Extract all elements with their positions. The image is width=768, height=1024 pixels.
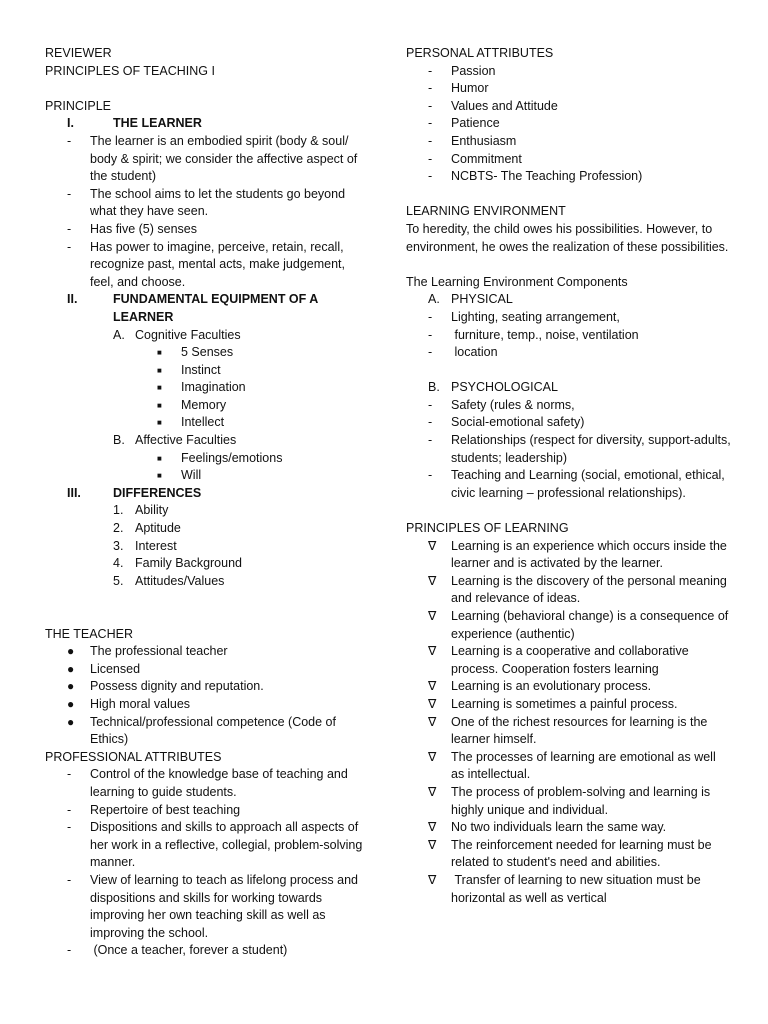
list-item: - Commitment: [428, 151, 522, 166]
square-bullet-icon: ■: [157, 418, 162, 428]
equipment-heading: [45, 291, 365, 326]
list-item: - NCBTS- The Teaching Profession): [428, 169, 643, 184]
list-item: ● Technical/professional competence (Code of Ethics): [67, 714, 336, 747]
nabla-bullet-icon: ∇: [428, 644, 437, 659]
doc-subject: PRINCIPLES OF TEACHING I: [45, 63, 215, 78]
roman-numeral: I.: [67, 116, 74, 131]
cognitive-faculties: A. Cognitive Faculties: [113, 327, 241, 342]
environment-heading: LEARNING ENVIRONMENT: [406, 204, 566, 219]
nabla-bullet-icon: ∇: [428, 714, 437, 729]
psychological-heading: B. PSYCHOLOGICAL: [428, 380, 558, 395]
list-item: ■ Intellect: [45, 414, 365, 432]
list-item: - Patience: [428, 116, 500, 131]
principles-of-learning-heading: PRINCIPLES OF LEARNING: [406, 521, 569, 536]
bullet-icon: ●: [67, 714, 75, 729]
list-item: ■ Feelings/emotions: [45, 450, 365, 468]
list-item: ∇ The process of problem-solving and learning is highly unique and individual.: [428, 784, 711, 817]
list-item: ■ Will: [45, 467, 365, 485]
list-item: ∇ The reinforcement needed for learning must be related to student's need and abilities.: [428, 837, 712, 870]
list-item: - Passion: [428, 63, 496, 78]
list-item: - Humor: [428, 81, 489, 96]
nabla-bullet-icon: ∇: [428, 679, 437, 694]
nabla-bullet-icon: ∇: [428, 609, 437, 623]
learner-heading: [45, 115, 365, 133]
list-item: ∇ Learning is sometimes a painful process.: [406, 696, 731, 714]
teacher-heading: THE TEACHER: [45, 626, 133, 641]
list-item: - Social-emotional safety): [428, 415, 585, 430]
bullet-icon: ●: [67, 661, 75, 676]
nabla-bullet-icon: ∇: [428, 696, 437, 711]
left-column: [45, 45, 365, 960]
nabla-bullet-icon: ∇: [428, 538, 437, 553]
personal-heading: PERSONAL ATTRIBUTES: [406, 46, 554, 60]
list-item: 4. Family Background: [113, 556, 242, 571]
list-item: - The school aims to let the students go beyond what they have seen.: [67, 186, 346, 219]
list-item: ■ Imagination: [45, 379, 365, 397]
list-item: ∇ Learning is an experience which occurs inside the learner and is activated by the learner.: [428, 538, 727, 571]
list-item: - Teaching and Learning (social, emotional, ethical, civic learning – professional relationships).: [428, 468, 725, 500]
square-bullet-icon: ■: [157, 453, 162, 463]
list-item: - Has power to imagine, perceive, retain, recall, recognize past, mental acts, make judgement, feel, and choose.: [67, 239, 345, 289]
right-column: [406, 45, 731, 907]
list-item: - Control of the knowledge base of teaching and learning to guide students.: [67, 767, 348, 799]
nabla-bullet-icon: ∇: [428, 749, 437, 764]
bullet-icon: ●: [67, 696, 75, 711]
environment-text: To heredity, the child owes his possibilities. However, to environment, he owes the realization of these possibilities.: [406, 221, 729, 254]
list-item: ■ Instinct: [45, 362, 365, 380]
heading-text: FUNDAMENTAL EQUIPMENT OF A LEARNER: [113, 292, 318, 324]
list-item: ■ 5 Senses: [45, 344, 365, 362]
nabla-bullet-icon: ∇: [428, 820, 437, 835]
nabla-bullet-icon: ∇: [428, 784, 437, 799]
roman-numeral: II.: [67, 292, 78, 307]
square-bullet-icon: ■: [157, 365, 162, 375]
list-item: - Lighting, seating arrangement,: [428, 309, 620, 324]
differences-heading: [45, 485, 365, 503]
professional-heading: PROFESSIONAL ATTRIBUTES: [45, 749, 222, 764]
list-item: ■ Memory: [45, 397, 365, 415]
list-item: - Relationships (respect for diversity, support-adults, students; leadership): [428, 433, 731, 465]
bullet-icon: ●: [67, 644, 75, 659]
list-item: ∇ Learning (behavioral change) is a consequence of experience (authentic): [428, 609, 729, 641]
list-item: - location: [428, 345, 498, 360]
list-item: ∇ The processes of learning are emotional as well as intellectual.: [428, 749, 716, 782]
heading-text: DIFFERENCES: [113, 485, 202, 500]
list-item: - The learner is an embodied spirit (body & soul/ body & spirit; we consider the affective aspect of the student): [67, 133, 358, 184]
list-item: - Dispositions and skills to approach all aspects of her work in a reflective, collegial, problem-solving manner.: [67, 820, 363, 870]
list-item: 5. Attitudes/Values: [113, 573, 225, 588]
principle-label: PRINCIPLE: [45, 98, 111, 113]
list-item: ∇ One of the richest resources for learning is the learner himself.: [428, 714, 708, 747]
components-heading: The Learning Environment Components: [406, 274, 628, 289]
list-item: ● High moral values: [45, 696, 365, 714]
doc-label: REVIEWER: [45, 46, 112, 60]
square-bullet-icon: ■: [157, 348, 162, 358]
list-item: - View of learning to teach as lifelong process and dispositions and skills for working towards improving her own teaching skill as well as improving the school.: [67, 872, 358, 940]
heading-text: THE LEARNER: [113, 116, 202, 131]
list-item: ∇ No two individuals learn the same way.: [406, 819, 731, 837]
list-item: ● Licensed: [45, 661, 365, 679]
list-item: - furniture, temp., noise, ventilation: [428, 327, 639, 342]
list-item: ● The professional teacher: [45, 643, 365, 661]
list-item: ∇ Transfer of learning to new situation must be horizontal as well as vertical: [428, 872, 705, 905]
nabla-bullet-icon: ∇: [428, 872, 437, 887]
list-item: ∇ Learning is a cooperative and collaborative process. Cooperation fosters learning: [428, 644, 689, 676]
list-item: - Has five (5) senses: [67, 221, 197, 236]
nabla-bullet-icon: ∇: [428, 573, 437, 588]
list-item: 3. Interest: [113, 538, 177, 553]
list-item: 2. Aptitude: [113, 521, 181, 536]
physical-heading: A. PHYSICAL: [428, 292, 513, 307]
square-bullet-icon: ■: [157, 383, 162, 393]
square-bullet-icon: ■: [157, 471, 162, 481]
list-item: - (Once a teacher, forever a student): [67, 943, 288, 958]
affective-faculties: B. Affective Faculties: [113, 433, 237, 448]
list-item: 1. Ability: [113, 503, 169, 518]
roman-numeral: III.: [67, 485, 81, 500]
list-item: ∇ Learning is the discovery of the personal meaning and relevance of ideas.: [428, 573, 727, 606]
list-item: ∇ Learning is an evolutionary process.: [406, 678, 731, 696]
bullet-icon: ●: [67, 679, 75, 694]
list-item: ● Possess dignity and reputation.: [45, 678, 365, 696]
list-item: - Repertoire of best teaching: [67, 802, 241, 817]
square-bullet-icon: ■: [157, 400, 162, 410]
nabla-bullet-icon: ∇: [428, 837, 437, 852]
list-item: - Safety (rules & norms,: [428, 397, 575, 412]
list-item: - Enthusiasm: [428, 133, 517, 148]
list-item: - Values and Attitude: [428, 98, 558, 113]
